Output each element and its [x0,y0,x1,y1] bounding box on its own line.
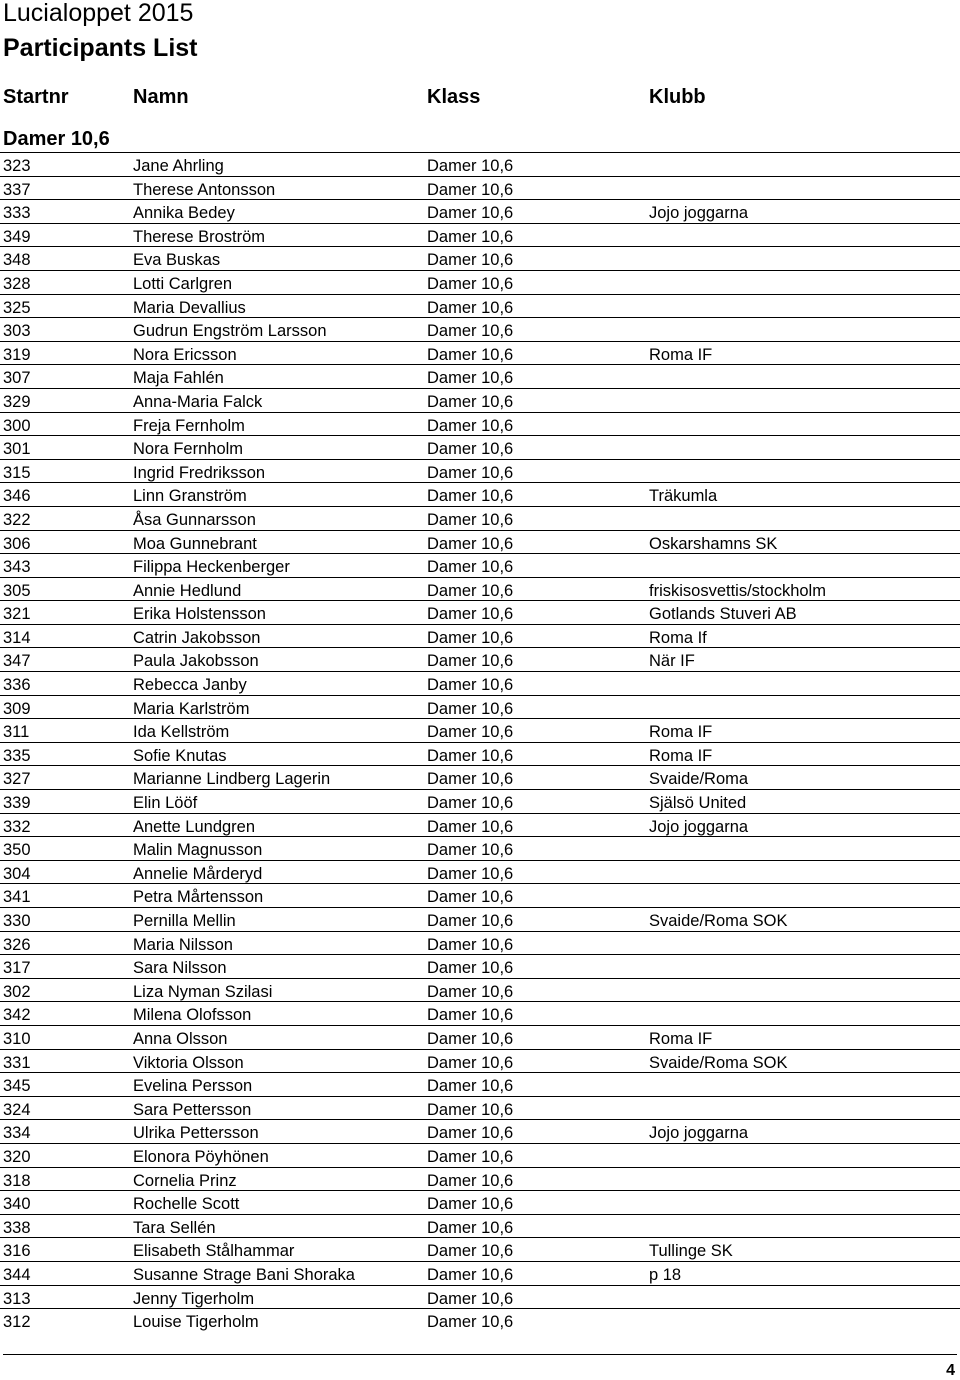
club-cell: Gotlands Stuveri AB [649,605,797,624]
class-cell: Damer 10,6 [427,912,514,930]
class-cell: Damer 10,6 [427,1124,514,1143]
class-cell: Damer 10,6 [427,180,514,199]
table-row [0,176,960,200]
table-row [0,1049,960,1073]
club-cell: Svaide/Roma [649,770,749,789]
class-cell: Damer 10,6 [427,157,514,175]
class-cell: Damer 10,6 [427,605,514,624]
startnr-cell: 305 [3,581,31,600]
name-cell: Liza Nyman Szilasi [133,982,273,1001]
table-row [0,294,960,318]
page-number: 4 [946,1362,955,1379]
club-cell: p 18 [649,1265,682,1284]
startnr-cell: 344 [3,1265,31,1284]
name-cell: Petra Mårtensson [133,888,264,907]
startnr-cell: 331 [3,1053,31,1072]
name-cell: Sara Nilsson [133,959,227,978]
class-cell: Damer 10,6 [427,1313,514,1332]
class-cell: Damer 10,6 [427,204,514,223]
table-row [0,1025,960,1049]
startnr-cell: 341 [3,888,31,907]
class-cell: Damer 10,6 [427,345,514,364]
table-row [0,1237,960,1261]
table-row [0,931,960,955]
name-cell: Ingrid Fredriksson [133,463,266,482]
table-row [0,647,960,671]
table-row [0,813,960,837]
club-cell: Roma IF [649,1029,713,1048]
class-cell: Damer 10,6 [427,251,514,270]
table-row [0,624,960,648]
table-row [0,1143,960,1167]
name-cell: Moa Gunnebrant [133,534,257,553]
table-row [0,978,960,1002]
startnr-cell: 304 [3,864,31,883]
table-row [0,482,960,506]
table-row [0,223,960,247]
name-cell: Linn Granström [133,487,247,506]
class-cell: Damer 10,6 [427,888,514,907]
startnr-cell: 318 [3,1171,31,1190]
name-cell: Anna-Maria Falck [133,392,263,411]
table-row [0,317,960,341]
class-cell: Damer 10,6 [427,227,514,246]
startnr-cell: 330 [3,912,31,930]
name-cell: Åsa Gunnarsson [133,510,256,529]
startnr-cell: 334 [3,1124,31,1143]
startnr-cell: 320 [3,1147,31,1166]
table-row [0,789,960,813]
class-cell: Damer 10,6 [427,1265,514,1284]
club-cell: Svaide/Roma SOK [649,912,788,930]
startnr-cell: 350 [3,841,31,860]
table-row [0,388,960,412]
club-cell: friskisosvettis/stockholm [649,581,826,600]
table-row [0,742,960,766]
class-cell: Damer 10,6 [427,628,514,647]
class-cell: Damer 10,6 [427,581,514,600]
column-header-name: Namn [133,86,189,108]
club-cell: Roma IF [649,723,713,742]
startnr-cell: 339 [3,794,31,813]
name-cell: Pernilla Mellin [133,912,236,930]
startnr-cell: 340 [3,1195,31,1214]
class-cell: Damer 10,6 [427,1242,514,1261]
table-row [0,765,960,789]
name-cell: Eva Buskas [133,251,221,270]
startnr-cell: 324 [3,1100,31,1119]
name-cell: Sara Pettersson [133,1100,252,1119]
table-row [0,695,960,719]
footer-divider [3,1354,957,1355]
name-cell: Rebecca Janby [133,676,247,695]
startnr-cell: 310 [3,1029,31,1048]
startnr-cell: 326 [3,935,31,954]
club-cell: Svaide/Roma SOK [649,1053,788,1072]
table-row [0,1285,960,1309]
section-title: Damer 10,6 [3,128,110,150]
name-cell: Cornelia Prinz [133,1171,237,1190]
table-row [0,1308,960,1332]
class-cell: Damer 10,6 [427,1195,514,1214]
name-cell: Ida Kellström [133,723,230,742]
startnr-cell: 307 [3,369,31,388]
class-cell: Damer 10,6 [427,1289,514,1308]
startnr-cell: 319 [3,345,31,364]
table-row [0,577,960,601]
name-cell: Jenny Tigerholm [133,1289,255,1308]
name-cell: Maria Nilsson [133,935,233,954]
name-cell: Milena Olofsson [133,1006,252,1025]
startnr-cell: 349 [3,227,31,246]
list-title: Participants List [3,34,198,62]
class-cell: Damer 10,6 [427,1100,514,1119]
class-cell: Damer 10,6 [427,794,514,813]
table-row [0,435,960,459]
name-cell: Elin Lööf [133,794,198,813]
class-cell: Damer 10,6 [427,1053,514,1072]
class-cell: Damer 10,6 [427,959,514,978]
name-cell: Elisabeth Stålhammar [133,1242,295,1261]
table-row [0,412,960,436]
class-cell: Damer 10,6 [427,1029,514,1048]
class-cell: Damer 10,6 [427,699,514,718]
table-row [0,600,960,624]
name-cell: Jane Ahrling [133,157,224,175]
name-cell: Therese Broström [133,227,266,246]
table-row [0,860,960,884]
class-cell: Damer 10,6 [427,1147,514,1166]
name-cell: Maria Karlström [133,699,250,718]
class-cell: Damer 10,6 [427,440,514,459]
name-cell: Malin Magnusson [133,841,263,860]
startnr-cell: 313 [3,1289,31,1308]
startnr-cell: 309 [3,699,31,718]
startnr-cell: 302 [3,982,31,1001]
class-cell: Damer 10,6 [427,298,514,317]
name-cell: Annie Hedlund [133,581,242,600]
startnr-cell: 345 [3,1077,31,1096]
class-cell: Damer 10,6 [427,770,514,789]
startnr-cell: 327 [3,770,31,789]
name-cell: Erika Holstensson [133,605,266,624]
table-row [0,1072,960,1096]
name-cell: Ulrika Pettersson [133,1124,259,1143]
club-cell: Jojo joggarna [649,1124,749,1143]
club-cell: Roma IF [649,746,713,765]
class-cell: Damer 10,6 [427,982,514,1001]
class-cell: Damer 10,6 [427,322,514,341]
name-cell: Evelina Persson [133,1077,253,1096]
name-cell: Tara Sellén [133,1218,216,1237]
startnr-cell: 342 [3,1006,31,1025]
table-row [0,1214,960,1238]
startnr-cell: 333 [3,204,31,223]
startnr-cell: 332 [3,817,31,836]
table-row [0,530,960,554]
table-row [0,199,960,223]
table-row [0,364,960,388]
column-header-club: Klubb [649,86,706,108]
startnr-cell: 325 [3,298,31,317]
club-cell: Själsö United [649,794,747,813]
table-row [0,246,960,270]
class-cell: Damer 10,6 [427,935,514,954]
startnr-cell: 347 [3,652,31,671]
class-cell: Damer 10,6 [427,723,514,742]
club-cell: Tullinge SK [649,1242,733,1261]
startnr-cell: 314 [3,628,31,647]
name-cell: Susanne Strage Bani Shoraka [133,1265,355,1284]
name-cell: Therese Antonsson [133,180,276,199]
startnr-cell: 311 [3,723,30,742]
startnr-cell: 338 [3,1218,31,1237]
table-row [0,459,960,483]
table-row [0,1096,960,1120]
class-cell: Damer 10,6 [427,746,514,765]
startnr-cell: 323 [3,157,31,175]
startnr-cell: 335 [3,746,31,765]
name-cell: Paula Jakobsson [133,652,259,671]
table-row [0,341,960,365]
startnr-cell: 301 [3,440,31,459]
name-cell: Viktoria Olsson [133,1053,244,1072]
class-cell: Damer 10,6 [427,1006,514,1025]
startnr-cell: 348 [3,251,31,270]
name-cell: Anna Olsson [133,1029,228,1048]
startnr-cell: 300 [3,416,31,435]
name-cell: Anette Lundgren [133,817,256,836]
column-header-class: Klass [427,86,481,108]
name-cell: Annika Bedey [133,204,235,223]
class-cell: Damer 10,6 [427,534,514,553]
event-title: Lucialoppet 2015 [3,0,194,27]
table-row [0,152,960,176]
class-cell: Damer 10,6 [427,463,514,482]
table-row [0,270,960,294]
club-cell: Roma IF [649,345,713,364]
club-cell: Roma If [649,628,707,647]
column-header-startnr: Startnr [3,86,69,108]
table-row [0,907,960,931]
name-cell: Lotti Carlgren [133,274,233,293]
name-cell: Rochelle Scott [133,1195,240,1214]
table-row [0,671,960,695]
class-cell: Damer 10,6 [427,817,514,836]
startnr-cell: 322 [3,510,31,529]
class-cell: Damer 10,6 [427,487,514,506]
startnr-cell: 343 [3,558,31,577]
table-row [0,718,960,742]
name-cell: Nora Ericsson [133,345,237,364]
table-row [0,553,960,577]
name-cell: Marianne Lindberg Lagerin [133,770,331,789]
table-row [0,883,960,907]
name-cell: Elonora Pöyhönen [133,1147,269,1166]
name-cell: Louise Tigerholm [133,1313,259,1332]
startnr-cell: 346 [3,487,31,506]
class-cell: Damer 10,6 [427,1218,514,1237]
table-row [0,1167,960,1191]
startnr-cell: 329 [3,392,31,411]
startnr-cell: 303 [3,322,31,341]
startnr-cell: 315 [3,463,31,482]
class-cell: Damer 10,6 [427,841,514,860]
startnr-cell: 312 [3,1313,31,1332]
club-cell: När IF [649,652,695,671]
class-cell: Damer 10,6 [427,369,514,388]
club-cell: Träkumla [649,487,718,506]
startnr-cell: 306 [3,534,31,553]
startnr-cell: 337 [3,180,31,199]
table-row [0,1001,960,1025]
class-cell: Damer 10,6 [427,1077,514,1096]
table-row [0,836,960,860]
startnr-cell: 336 [3,676,31,695]
name-cell: Maja Fahlén [133,369,224,388]
table-row [0,954,960,978]
class-cell: Damer 10,6 [427,274,514,293]
table-row [0,506,960,530]
class-cell: Damer 10,6 [427,1171,514,1190]
startnr-cell: 321 [3,605,31,624]
club-cell: Oskarshamns SK [649,534,778,553]
startnr-cell: 328 [3,274,31,293]
name-cell: Gudrun Engström Larsson [133,322,327,341]
class-cell: Damer 10,6 [427,864,514,883]
class-cell: Damer 10,6 [427,676,514,695]
club-cell: Jojo joggarna [649,204,749,223]
class-cell: Damer 10,6 [427,558,514,577]
class-cell: Damer 10,6 [427,652,514,671]
participant-table [0,152,960,1332]
name-cell: Nora Fernholm [133,440,244,459]
table-row [0,1261,960,1285]
table-row [0,1119,960,1143]
class-cell: Damer 10,6 [427,392,514,411]
class-cell: Damer 10,6 [427,416,514,435]
name-cell: Freja Fernholm [133,416,245,435]
class-cell: Damer 10,6 [427,510,514,529]
name-cell: Filippa Heckenberger [133,558,290,577]
startnr-cell: 317 [3,959,31,978]
name-cell: Sofie Knutas [133,746,227,765]
name-cell: Maria Devallius [133,298,246,317]
startnr-cell: 316 [3,1242,31,1261]
name-cell: Catrin Jakobsson [133,628,261,647]
name-cell: Annelie Mårderyd [133,864,263,883]
table-row [0,1190,960,1214]
club-cell: Jojo joggarna [649,817,749,836]
